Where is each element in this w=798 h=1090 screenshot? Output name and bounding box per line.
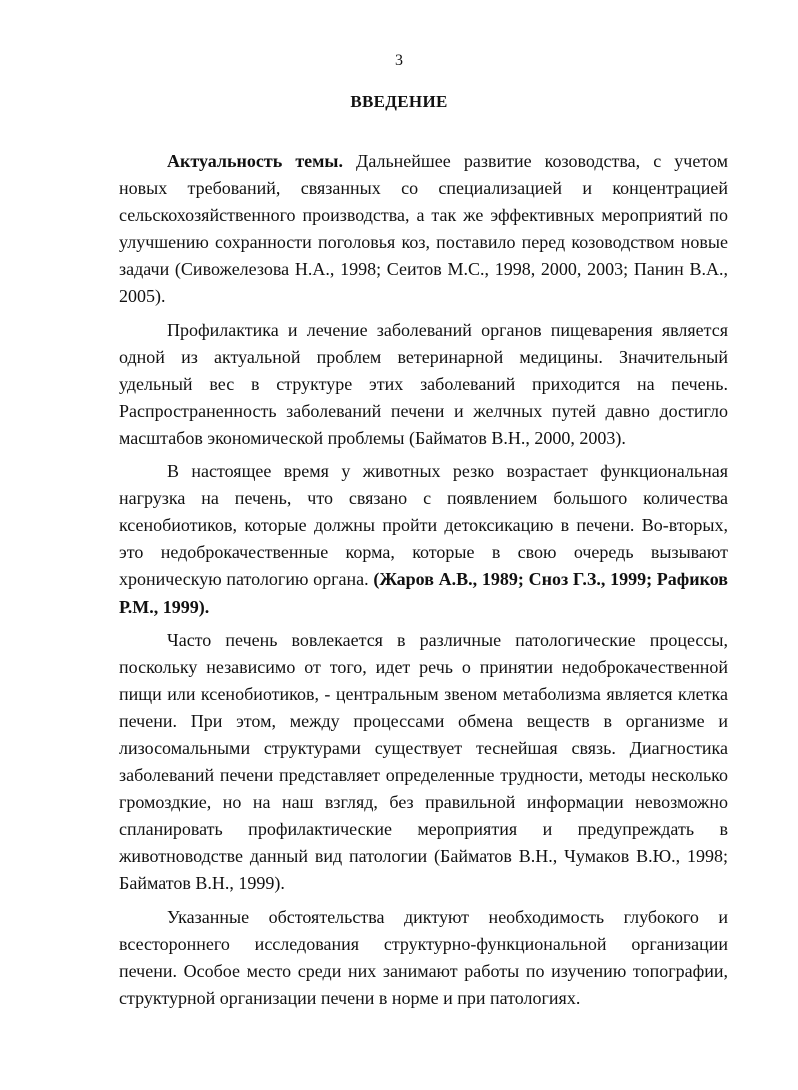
liver-load-citation: (Жаров А.В., 1989; Сноз Г.З., 1999; Рафиков Р.М., 1999). [119,569,729,617]
paragraph-liver-load [119,458,728,621]
paragraph-pathology [119,627,728,898]
pathology-text: Часто печень вовлекается в различные патологические процессы, поскольку независимо от того, идет речь о принятии недоброкачественной пищи или ксенобиотиков, - центральным звеном метаболизма является клетка печени. При этом, между процессами обмена веществ в организме и лизосомальными структурами существует теснейшая связь. Диагностика заболеваний печени представляет определенные трудности, методы несколько громоздкие, но на наш взгляд, без правильной информации невозможно спланировать профилактические мероприятия и предупреждать в животноводстве данный вид патологии (Байматов В.Н., Чумаков В.Ю., 1998; Байматов В.Н., 1999). [119,629,728,894]
research-text: Указанные обстоятельства диктуют необходимость глубокого и всестороннего исследования структурно-функциональной организации печени. Особое место среди них занимают работы по изучению топографии, структурной организации печени в норме и при патологиях. [119,906,728,1008]
page-number: 3 [395,52,403,69]
prevention-text: Профилактика и лечение заболеваний органов пищеварения является одной из актуальной проблем ветеринарной медицины. Значительный удельный вес в структуре этих заболеваний приходится на печень. Распространенность заболеваний печени и желчных путей давно достигло масштабов экономической проблемы (Байматов В.Н., 2000, 2003). [119,319,728,448]
body-text [119,148,728,1018]
section-heading: ВВЕДЕНИЕ [350,92,448,111]
paragraph-research [119,904,728,1012]
relevance-lead: Актуальность темы. [167,151,343,171]
paragraph-prevention [119,317,728,452]
paragraph-relevance [119,148,728,311]
liver-load-text: В настоящее время у животных резко возрастает функциональная нагрузка на печень, что связано с появлением большого количества ксенобиотиков, которые должны пройти детоксикацию в печени. Во-вторых, это недоброкачественные корма, которые в свою очередь вызывают хроническую патологию органа. [119,461,728,590]
relevance-text: Дальнейшее развитие козоводства, с учетом новых требований, связанных со специализацией и концентрацией сельскохозяйственного производства, а так же эффективных мероприятий по улучшению сохранности поголовья коз, поставило перед козоводством новые задачи (Сивожелезова Н.А., 1998; Сеитов М.С., 1998, 2000, 2003; Панин В.А., 2005). [119,151,728,307]
